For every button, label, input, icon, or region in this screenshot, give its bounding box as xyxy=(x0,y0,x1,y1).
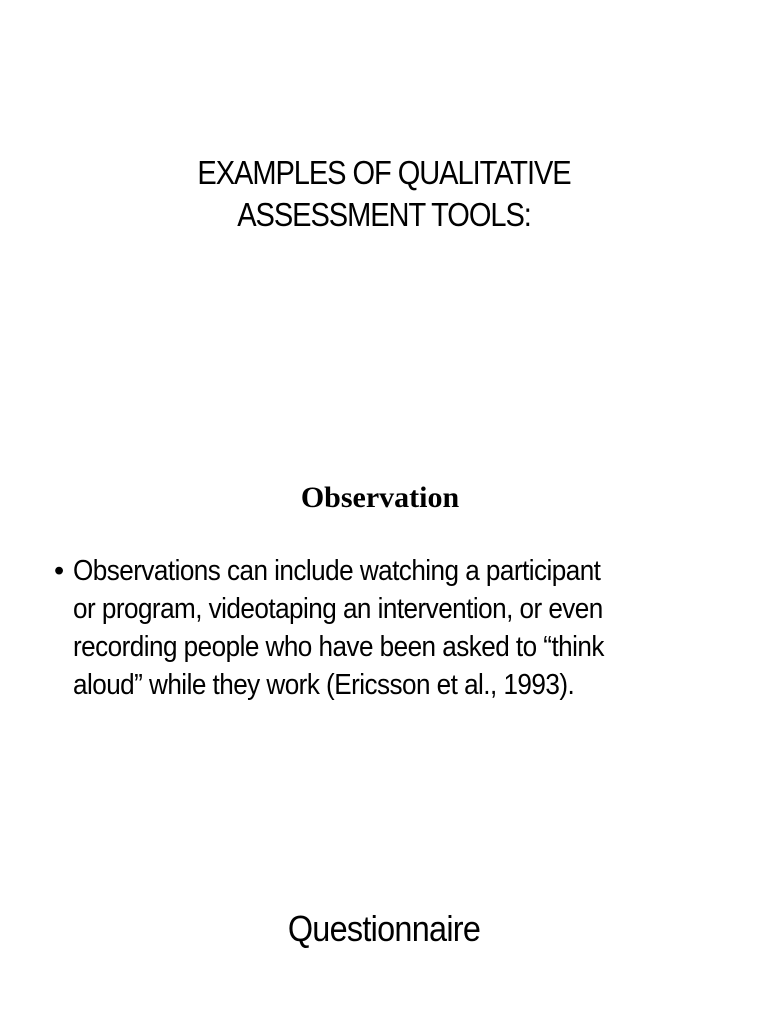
observation-line-3: recording people who have been asked to “think xyxy=(73,631,604,663)
slide-title-line-1: EXAMPLES OF QUALITATIVE xyxy=(197,154,571,191)
slide-title-line-2: ASSESSMENT TOOLS: xyxy=(237,196,531,233)
observation-line-1: Observations can include watching a participant xyxy=(73,555,601,587)
bullet-icon: • xyxy=(54,555,64,587)
cut-off-text-line xyxy=(40,1012,768,1024)
slide-title xyxy=(46,152,722,236)
observation-heading: Observation xyxy=(300,481,460,514)
questionnaire-heading: Questionnaire xyxy=(287,908,481,949)
observation-line-4: aloud” while they work (Ericsson et al., 1993). xyxy=(73,669,575,701)
observation-line-2: or program, videotaping an intervention, or even xyxy=(73,593,603,625)
observation-text xyxy=(73,552,685,704)
